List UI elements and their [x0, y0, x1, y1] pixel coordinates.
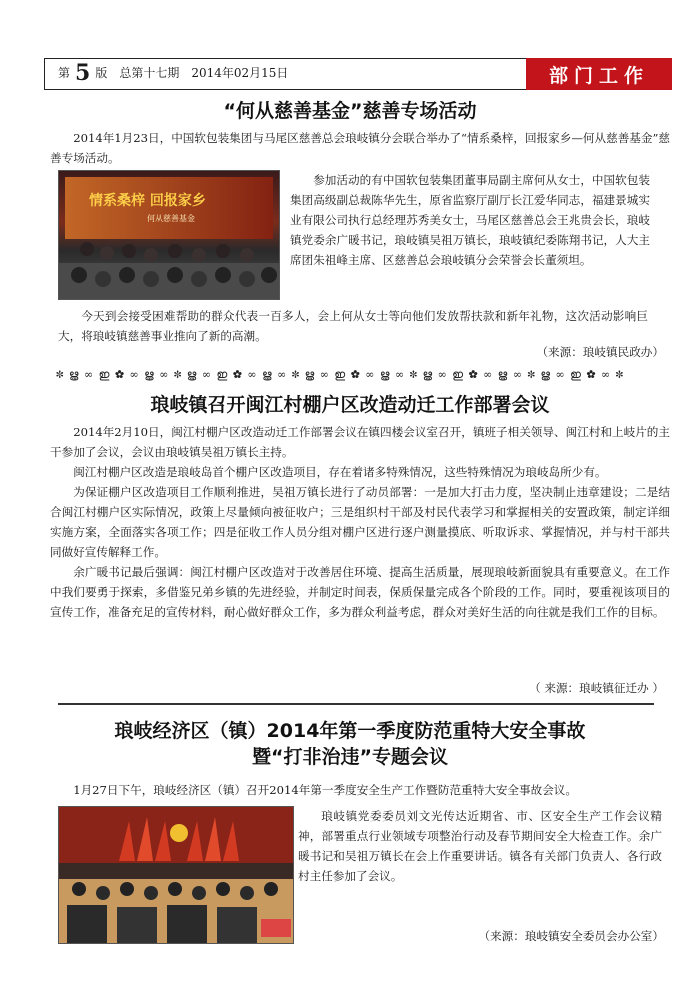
article2-source: （ 来源：琅岐镇征迁办 ）	[529, 681, 664, 695]
article1-title: “何从慈善基金”慈善专场活动	[223, 100, 477, 122]
article3-source: （来源：琅岐镇安全委员会办公室）	[478, 929, 664, 943]
safety-meeting-photo-art	[59, 807, 293, 943]
photo-banner-text: 情系桑梓 回报家乡	[89, 193, 206, 209]
charity-event-photo	[58, 170, 280, 300]
issue-info	[58, 60, 289, 86]
article2-paragraph-1: 2014年2月10日，闽江村棚户区改造动迁工作部署会议在镇四楼会议室召开，镇班子相关领导、闽江村和上岐片的主干参加了会议，会议由琅岐镇吴祖万镇长主持。	[50, 425, 670, 459]
department-banner: 部门工作	[526, 58, 672, 90]
issue-details: 版 总第十七期 2014年02月15日	[95, 66, 289, 80]
article1-paragraph-3: 今天到会接受困难帮助的群众代表一百多人，会上何从女士等向他们发放帮扶款和新年礼物，这次活动影响巨大，将琅岐镇慈善事业推向了新的高潮。	[58, 309, 648, 343]
article2-title: 琅岐镇召开闽江村棚户区改造动迁工作部署会议	[150, 394, 550, 416]
article1-paragraph-1: 2014年1月23日，中国软包装集团与马尾区慈善总会琅岐镇分会联合举办了“情系桑梓，回报家乡—何从慈善基金”慈善专场活动。	[50, 131, 670, 165]
article2-paragraph-4: 余广暖书记最后强调：闽江村棚户区改造对于改善居住环境、提高生活质量，展现琅岐新面貌具有重要意义。在工作中我们要勇于探索，多借鉴兄弟乡镇的先进经验，并制定时间表，保质保量完成各个阶段的工作。同时，要重视该项目的宣传工作，准备充足的宣传材料，耐心做好群众工作，多为群众利益考虑，群众对美好生活的向往就是我们工作的目标。	[50, 565, 670, 619]
article3-title-line-2: 暨“打非治违”专题会议	[252, 746, 448, 768]
page-prefix: 第	[58, 66, 71, 80]
article2-paragraph-2: 闽江村棚户区改造是琅岐岛首个棚户区改造项目，存在着诸多特殊情况，这些特殊情况为琅岐岛所少有。	[73, 465, 607, 479]
article3-paragraph-1: 1月27日下午，琅岐经济区（镇）召开2014年第一季度安全生产工作暨防范重特大安全事故会议。	[73, 783, 577, 797]
section-rule	[58, 703, 654, 705]
article2-paragraph-3: 为保证棚户区改造项目工作顺利推进，吴祖万镇长进行了动员部署：一是加大打击力度，坚决制止违章建设；二是结合闽江村棚户区实际情况，政策上尽量倾向被征收户；三是组织村干部及村民代表学习和掌握相关的安置政策，制定详细实施方案，全面落实各项工作；四是征收工作人员分组对棚户区进行逐户测量摸底、听取诉求、掌握情况，并与村干部共同做好宣传解释工作。	[50, 485, 670, 559]
charity-event-photo-art	[59, 171, 279, 299]
article3-title-line-1: 琅岐经济区（镇）2014年第一季度防范重特大安全事故	[114, 720, 586, 742]
article1-paragraph-2: 参加活动的有中国软包装集团董事局副主席何从女士，中国软包装集团高级副总裁陈华先生，原省监察厅副厅长江爱华同志，福建景城实业有限公司执行总经理苏秀美女士，马尾区慈善总会王兆贵会长，琅岐镇党委余广暖书记，琅岐镇吴祖万镇长，琅岐镇纪委陈翔书记，人大主席团朱祖峰主席、区慈善总会琅岐镇分会荣誉会长董须坦。	[290, 173, 650, 267]
article3-paragraph-2: 琅岐镇党委委员刘文光传达近期省、市、区安全生产工作会议精神，部署重点行业领域专项整治行动及春节期间安全大检查工作。余广暖书记和吴祖万镇长在会上作重要讲话。镇各有关部门负责人、各行政村主任参加了会议。	[298, 809, 662, 883]
ornament-divider: ✽ ൠ ∞ ഇ ✿ ∞ ൠ ∞ ✽ ൠ ∞ ഇ ✿ ∞ ൠ ∞ ✽ ൠ ∞ ഇ ✿ ∞ ൠ ∞ ✽ ൠ ∞ ഇ ✿ ∞ ൠ ∞ ✽ ൠ ∞ ഇ ✿ ∞ ✽	[56, 368, 625, 381]
safety-meeting-photo	[58, 806, 294, 944]
article1-source: （来源：琅岐镇民政办）	[536, 345, 664, 359]
page-number: 5	[75, 60, 91, 86]
photo-banner-subtext: 何从慈善基金	[147, 214, 195, 223]
